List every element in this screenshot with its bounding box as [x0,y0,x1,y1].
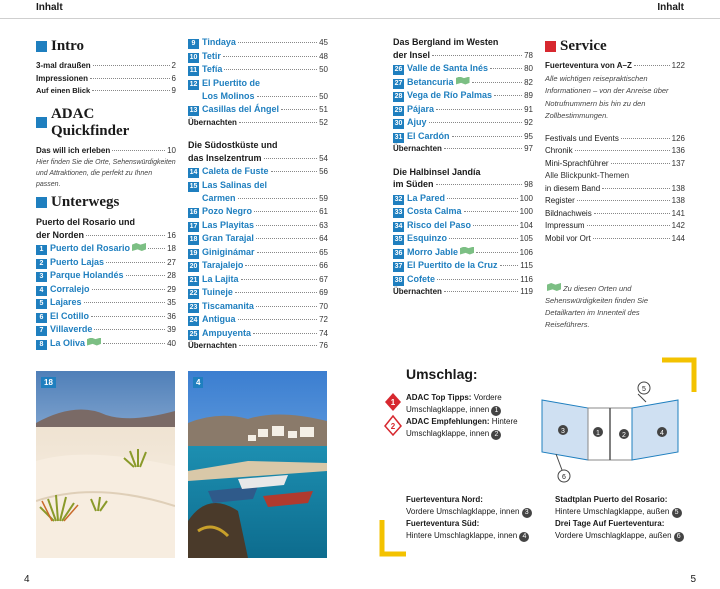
toc-entry-place[interactable]: 8 La Oliva 40 [36,337,176,351]
region-heading: Puerto del Rosario und [36,217,136,227]
legend-sued: Fuerteventura Süd: Hintere Umschlagklappe, innen 4 [406,518,546,542]
page-number-right: 5 [690,574,696,585]
toc-entry-place[interactable]: 36 Morro Jable 106 [394,246,533,257]
toc-entry-place[interactable]: 32 La Pared 100 [394,192,533,203]
toc-column-4 [545,36,685,335]
map-icon [132,243,146,251]
toc-entry-place[interactable]: 11 Tefía 50 [189,64,328,74]
region-heading: Die Südostküste und [188,140,278,150]
section-title: Unterwegs [51,194,120,210]
legend-stadtplan: Stadtplan Puerto del Rosario: Hintere Umschlagklappe, außen 5 [555,494,700,518]
toc-entry-place[interactable]: 28 Vega de Río Palmas 89 [394,90,533,100]
toc-entry-place[interactable]: 6 El Cotillo 36 [36,310,176,324]
legend-drei-tage: Drei Tage Auf Fuerteventura: Vordere Umschlagklappe, außen 6 [555,518,700,542]
section-service [545,38,685,55]
toc-entry[interactable]: 3-mal draußen 2 [36,61,176,70]
diagram-label: 2 [622,432,626,439]
region-heading: Das Bergland im Westen [393,37,499,47]
toc-column-2 [188,36,328,353]
section-title: Intro [51,38,85,54]
toc-entry-place[interactable]: 16 Pozo Negro 61 [189,206,328,216]
harbor-image [188,371,327,558]
section-title: ADAC Quickfinder [50,105,130,139]
diagram-label: 3 [561,428,565,435]
toc-entry-place[interactable]: 24 Antigua 72 [189,314,328,324]
toc-entry-uebernachten[interactable]: Übernachten 52 [188,117,328,127]
map-icon [460,247,474,255]
toc-column-1 [36,36,176,350]
diagram-label: 1 [596,430,600,437]
toc-entry-place[interactable]: 26 Valle de Santa Inés 80 [394,63,533,73]
toc-entry-place[interactable]: 29 Pájara 91 [394,103,533,114]
toc-entry[interactable]: der Insel 78 [393,49,533,60]
toc-entry-place[interactable]: 22 Tuineje 69 [189,287,328,297]
toc-entry[interactable]: Bildnachweis 141 [545,208,685,218]
toc-entry-uebernachten[interactable]: Übernachten 119 [393,287,533,296]
toc-entry-place[interactable]: 33 Costa Calma 100 [394,206,533,216]
toc-entry-place[interactable]: 1 Puerto del Rosario 18 [36,242,176,256]
dunes-image [36,371,175,558]
toc-entry[interactable]: Register 138 [545,196,685,205]
umschlag-title: Umschlag: [406,366,478,382]
toc-entry[interactable]: Auf einen Blick 9 [36,86,176,95]
photo-badge: 18 [41,377,56,388]
photo-harbor [188,371,327,558]
toc-entry-place[interactable]: 14 Caleta de Fuste 56 [189,166,328,176]
toc-entry-uebernachten[interactable]: Übernachten 76 [188,341,328,350]
quickfinder-description: Hier finden Sie die Orte, Sehenswürdigkeiten und Attraktionen, die perfekt zu Ihnen passen. [36,159,176,188]
toc-entry-place[interactable]: 19 Giniginámar 65 [189,246,328,257]
toc-entry[interactable]: Fuerteventura von A–Z 122 [545,61,685,70]
toc-entry-place[interactable]: 7 Villaverde 39 [36,323,176,337]
toc-entry-place[interactable]: 21 La Lajita 67 [189,273,328,284]
toc-entry-place[interactable]: 34 Risco del Paso 104 [394,219,533,230]
legend-empfehlungen: ADAC Empfehlungen: Hintere Umschlagklappe, innen 2 [406,417,518,438]
empfehlung-marker-icon [384,414,402,436]
blue-square-icon [36,117,47,128]
blue-square-icon [36,41,47,52]
page-number-left: 4 [24,574,30,585]
toc-entry-place[interactable]: 23 Tiscamanita 70 [189,300,328,311]
photo-dunes [36,371,175,558]
section-intro [36,38,176,55]
toc-entry[interactable]: Das will ich erleben 10 [36,145,176,155]
toc-entry-line1[interactable]: Alle Blickpunkt-Themen [545,171,630,180]
toc-entry-place-cont[interactable]: Los Molinos 50 [202,90,328,101]
toc-entry-place[interactable]: 20 Tarajalejo 66 [189,260,328,270]
toc-entry-place[interactable]: 4 Corralejo 29 [36,283,176,297]
diagram-label: 5 [642,386,646,393]
toc-entry-place[interactable]: 13 Casillas del Ángel 51 [189,104,328,114]
service-description: Alle wichtigen reisepraktischen Informationen – von der Anreise über Notrufnummern bis hin zu den Zollbestimmungen. [545,73,669,120]
toc-entry-place-cont[interactable]: Carmen 59 [202,192,328,203]
toc-entry-place[interactable]: 25 Ampuyenta 74 [189,327,328,338]
corner-mark-icon [378,520,408,560]
toc-entry-place[interactable]: 38 Cofete 116 [394,273,533,284]
toc-entry[interactable]: Mini-Sprachführer 137 [545,158,685,168]
toc-entry-place[interactable]: 5 Lajares 35 [36,296,176,310]
photo-badge: 4 [193,377,203,388]
svg-text:1: 1 [390,398,396,407]
toc-entry[interactable]: im Süden 98 [393,179,533,189]
toc-entry-place[interactable]: 27 Betancuria 82 [394,76,533,87]
header-right: Inhalt [657,2,684,13]
cover-fold-diagram [528,380,688,490]
blue-square-icon [36,197,47,208]
region-heading: Die Halbinsel Jandía [393,166,481,177]
legend-nord: Fuerteventura Nord: Vordere Umschlagklappe, innen 3 [406,494,546,518]
header-rule [0,18,720,19]
svg-text:2: 2 [390,422,396,431]
toc-entry[interactable]: Festivals und Events 126 [545,133,685,143]
map-note: Zu diesen Orten und Sehenswürdigkeiten finden Sie Detailkarten im Innenteil des Reiseführers. [545,284,648,329]
toc-entry[interactable]: in diesem Band 138 [545,183,685,193]
section-quickfinder [36,106,176,140]
toc-entry-place[interactable]: 31 El Cardón 95 [394,130,533,141]
toc-entry[interactable]: der Norden 16 [36,229,176,240]
toc-entry-place[interactable]: 3 Parque Holandés 28 [36,269,176,283]
toc-entry[interactable]: Impressum 142 [545,221,685,230]
map-icon [87,338,101,346]
map-icon [547,283,561,291]
toc-entry-place[interactable]: 18 Gran Tarajal 64 [189,233,328,243]
section-unterwegs [36,194,176,211]
top-tipp-marker-icon [384,392,402,412]
toc-entry-place[interactable]: 30 Ajuy 92 [394,117,533,127]
toc-entry-place[interactable]: 17 Las Playitas 63 [189,219,328,230]
toc-column-3 [393,36,533,299]
toc-entry[interactable]: Mobil vor Ort 144 [545,233,685,243]
toc-entry-place[interactable]: 10 Tetir 48 [189,50,328,61]
map-icon [456,77,470,85]
toc-entry-place[interactable]: 15 Las Salinas del [189,179,268,190]
toc-entry-place[interactable]: 37 El Puertito de la Cruz 115 [394,260,533,270]
section-title: Service [560,38,607,54]
toc-entry-place[interactable]: 12 El Puertito de [189,77,261,88]
toc-entry[interactable]: das Inselzentrum 54 [188,152,328,163]
toc-entry-place[interactable]: 9 Tindaya 45 [188,36,328,50]
toc-entry[interactable]: Impressionen 6 [36,73,176,83]
toc-entry-place[interactable]: 2 Puerto Lajas 27 [36,256,176,270]
toc-entry[interactable]: Chronik 136 [545,146,685,155]
legend-top-tipps: ADAC Top Tipps: Vordere Umschlagklappe, innen 1 [406,393,502,414]
red-square-icon [545,41,556,52]
header-left: Inhalt [36,2,63,13]
diagram-label: 6 [562,474,566,481]
diagram-label: 4 [660,430,664,437]
toc-entry-place[interactable]: 35 Esquinzo 105 [394,233,533,243]
toc-entry-uebernachten[interactable]: Übernachten 97 [393,144,533,153]
